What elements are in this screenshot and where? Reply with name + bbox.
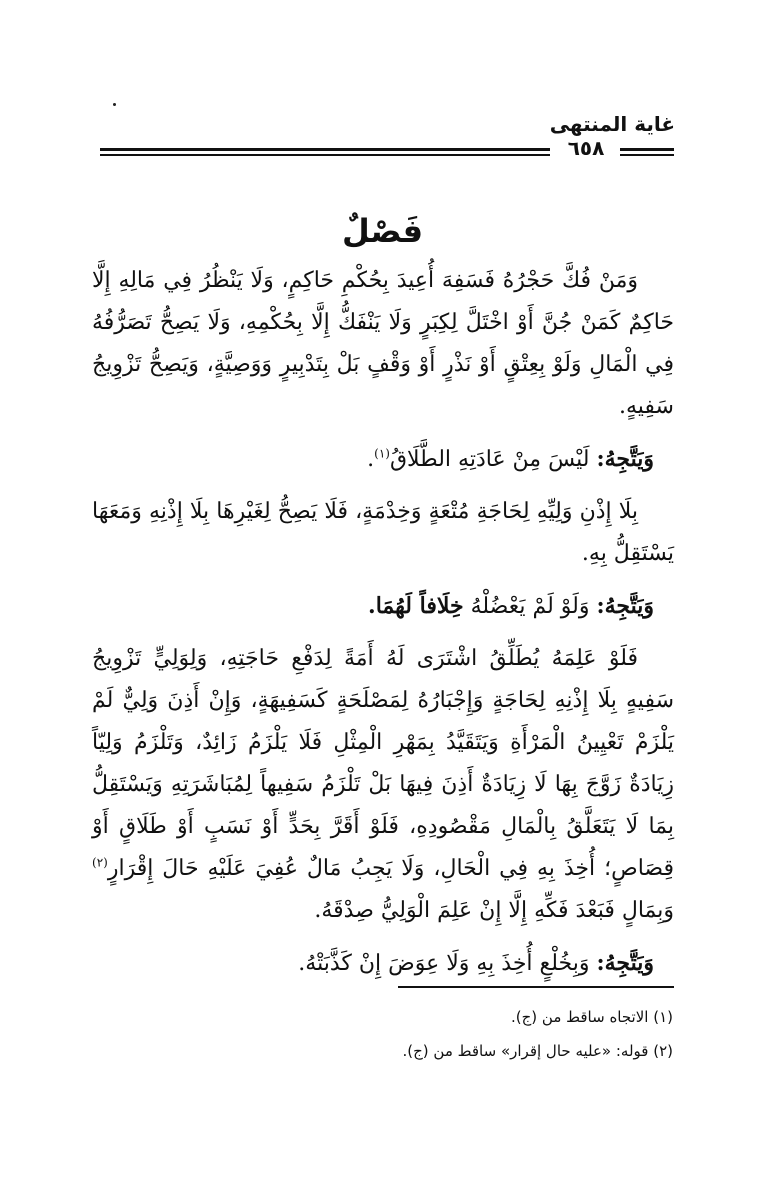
footnote-ref-1: (١) (374, 446, 390, 461)
footnote-2: (٢) قوله: «عليه حال إقرار» ساقط من (ج). (402, 1042, 673, 1060)
footnote-ref-2: (٢) (92, 855, 108, 870)
paragraph-6 (92, 942, 674, 985)
ittijah-label: وَيَتَّجِهُ: (596, 950, 654, 976)
page-number: ٦٥٨ (567, 136, 605, 160)
paragraph-5-text-b: وَبِمَالٍ فَبَعْدَ فَكِّهِ إِلَّا إِنْ عَلِمَ الْوَلِيُّ صِدْقَهُ. (314, 898, 674, 923)
section-heading: فَصْلٌ (341, 212, 424, 250)
paragraph-2 (92, 438, 674, 481)
paragraph-5 (92, 638, 674, 932)
footnote-separator (398, 986, 674, 988)
paragraph-2-end: . (367, 447, 375, 472)
main-text (92, 260, 674, 995)
paragraph-6-text: وَبِخُلْعٍ أُخِذَ بِهِ وَلَا عِوَضَ إِنْ كَذَّبَتْهُ. (298, 951, 590, 976)
header-rule-short-thick (620, 148, 674, 151)
header-rule-thick (100, 148, 550, 151)
footnotes (403, 1000, 674, 1068)
header-rule-thin (100, 154, 550, 156)
paragraph-4-bold: خِلَافاً لَهُمَا. (368, 593, 464, 619)
paragraph-3: بِلَا إِذْنِ وَلِيِّهِ لِحَاجَةِ مُتْعَةٍ وَخِدْمَةٍ، فَلَا يَصِحُّ لِغَيْرِهَا بِلَا إِذْنِهِ وَمَعَهَا يَسْتَقِلُّ بِهِ. (92, 499, 674, 566)
paragraph-4 (92, 585, 674, 628)
ittijah-label: وَيَتَّجِهُ: (596, 593, 654, 619)
header-rule-short-thin (620, 154, 674, 156)
ink-dot (113, 103, 116, 106)
paragraph-2-text: لَيْسَ مِنْ عَادَتِهِ الطَّلَاقُ (389, 447, 590, 472)
running-header-title: غاية المنتهى (549, 112, 675, 136)
footnote-1: (١) الاتجاه ساقط من (ج). (510, 1008, 673, 1026)
paragraph-4-text: وَلَوْ لَمْ يَعْضُلْهُ (470, 594, 590, 619)
paragraph-5-text-a: فَلَوْ عَلِمَهُ يُطَلِّقُ اشْتَرَى لَهُ أَمَةً لِدَفْعِ حَاجَتِهِ، وَلِوَلِيٍّ تَزْوِيجُ سَفِيهٍ بِلَا إِذْنِهِ لِحَاجَةٍ وَإِجْبَارُهُ لِمَصْلَحَةٍ كَسَفِيهَةٍ، وَإِنْ أَذِنَ وَلِيٌّ لَمْ يَلْزَمْ تَعْيِينُ الْمَرْأَةِ وَيَتَقَيَّدُ بِمَهْرِ الْمِثْلِ فَلَا يَلْزَمُ زَائِدٌ، وَتَلْزَمُ وَلِيّاً زِيَادَةٌ زَوَّجَ بِهَا لَا زِيَادَةٌ أَذِنَ فِيهَا بَلْ تَلْزَمُ سَفِيهاً لِمُبَاشَرَتِهِ وَيَسْتَقِلُّ بِمَا لَا يَتَعَلَّقُ بِالْمَالِ مَقْصُودِهِ، فَلَوْ أَقَرَّ بِحَدٍّ أَوْ نَسَبٍ أَوْ طَلَاقٍ أَوْ قِصَاصٍ؛ أُخِذَ بِهِ فِي الْحَالِ، وَلَا يَجِبُ مَالٌ عُفِيَ عَلَيْهِ حَالَ إِقْرَارٍ (92, 646, 674, 881)
paragraph-1: وَمَنْ فُكَّ حَجْرُهُ فَسَفِهَ أُعِيدَ بِحُكْمِ حَاكِمٍ، وَلَا يَنْظُرُ فِي مَالِهِ إِلَّا حَاكِمٌ كَمَنْ جُنَّ أَوْ اخْتَلَّ لِكِبَرٍ وَلَا يَنْفَكُّ إِلَّا بِحُكْمِهِ، وَلَا يَصِحُّ تَصَرُّفُهُ فِي الْمَالِ وَلَوْ بِعِتْقٍ أَوْ نَذْرٍ أَوْ وَقْفٍ بَلْ بِتَدْبِيرٍ وَوَصِيَّةٍ، وَيَصِحُّ تَزْوِيجُ سَفِيهٍ. (92, 268, 674, 419)
ittijah-label: وَيَتَّجِهُ: (596, 446, 654, 472)
